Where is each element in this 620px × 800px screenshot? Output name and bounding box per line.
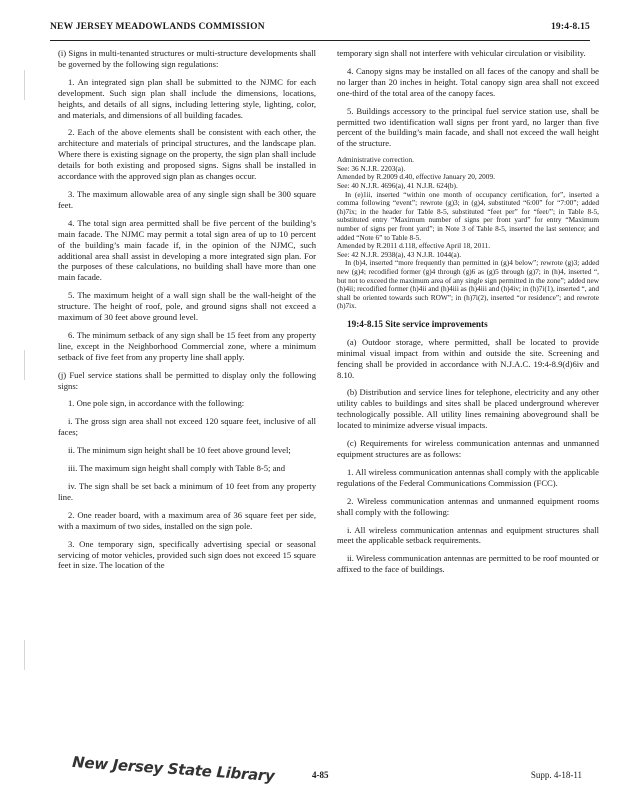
note-line: Administrative correction. [337,155,414,165]
paragraph: (c) Requirements for wireless communication antennas and unmanned equipment structures are as follows: [337,438,599,459]
note-line: See: 36 N.J.R. 2203(a). [337,163,406,173]
scan-artifact [24,640,33,670]
paragraph: 5. Buildings accessory to the principal fuel service station use, shall be permitted two identification wall signs per front yard, no larger than five percent of the building’s main facade, and shall not exceed the wall height of the structure. [337,105,599,149]
left-column [58,48,316,578]
header-divider [50,40,590,41]
running-header [50,22,590,38]
note-line: Amended by R.2011 d.118, effective April 18, 2011. [337,241,491,251]
history-notes [337,156,599,311]
note-line: Amended by R.2009 d.40, effective January 20, 2009. [337,172,495,182]
paragraph: ii. Wireless communication antennas are permitted to be roof mounted or affixed to the face of buildings. [337,553,599,575]
paragraph: 2. One reader board, with a maximum area of 36 square feet per side, with a maximum of two sides, installed on the sign pole. [58,509,316,531]
paragraph: 1. One pole sign, in accordance with the following: [68,398,245,409]
paragraph: 6. The minimum setback of any sign shall be 15 feet from any property line, except in the Neighborhood Commercial zone, where a minimum setback of five feet from any property line shall apply. [58,329,316,362]
page-footer [50,766,590,786]
paragraph: 2. Wireless communication antennas and unmanned equipment rooms shall comply with the following: [337,495,599,517]
paragraph: 3. One temporary sign, specifically advertising special or seasonal servicing of motor vehicles, provided such sign does not exceed 15 square feet in size. The location of the [58,538,316,571]
note-line: See: 42 N.J.R. 2938(a), 43 N.J.R. 1044(a). [337,249,462,259]
header-title: NEW JERSEY MEADOWLANDS COMMISSION [50,22,265,32]
paragraph: 1. All wireless communication antennas shall comply with the applicable regulations of the Federal Communications Commission (FCC). [337,466,599,488]
library-stamp: New Jersey State Library [71,752,276,786]
paragraph: iii. The maximum sign height shall comply with Table 8-5; and [68,463,285,474]
header-section-number: 19:4-8.15 [550,22,590,32]
paragraph: 4. The total sign area permitted shall be five percent of the building’s main facade. The NJMC may permit a total sign area of up to 10 percent of the building’s main facade if, in the opinion of the NJMC, such additional area shall assist in developing a more integrated sign plan. For the purposes of these calculations, no building shall have more than one main facade. [58,217,316,283]
paragraph: (i) Signs in multi-tenanted structures or multi-structure developments shall be governed by the following sign regulations: [58,48,316,69]
paragraph: (b) Distribution and service lines for telephone, electricity and any other utility cables to buildings and sites shall be placed underground wherever technologically possible. All utility lines remaining aboveground shall be located to minimize adverse visual impacts. [337,387,599,431]
paragraph: i. All wireless communication antennas and equipment structures shall meet the applicable setback requirements. [337,524,599,546]
paragraph: 1. An integrated sign plan shall be submitted to the NJMC for each development. Such sign plan shall include the dimensions, locations, heights, and details of all signs, including lettering style, lighting, color, and materials, and dimensions of all building facades. [58,76,316,120]
paragraph: ii. The minimum sign height shall be 10 feet above ground level; [68,445,291,456]
paragraph: iv. The sign shall be set back a minimum of 10 feet from any property line. [58,481,316,502]
paragraph: temporary sign shall not interfere with vehicular circulation or visibility. [337,48,586,58]
paragraph: i. The gross sign area shall not exceed 120 square feet, inclusive of all faces; [58,416,316,438]
note-line: In (e)1ii, inserted “within one month of occupancy certification, for”, inserted a comma following “event”; rewrote (g)3; in (g)4, substituted “6:00” for “7:00”; added (h)7ix; in the header for Table 8-5, substituted “feet per” for “feet/”; in Table 8-5, substituted entry “Maximum number of signs per front yard” for entry “Maximum number of signs per front yard”; in Note 3 of Table 8-5, inserted the last sentence; and added “Note 6” to Table 8-5. [337,189,599,242]
note-line: See: 40 N.J.R. 4696(a), 41 N.J.R. 624(b). [337,181,458,191]
paragraph: 5. The maximum height of a wall sign shall be the wall-height of the structure. The height of roof, pole, and ground signs shall not exceed a maximum of 30 feet above ground level. [58,290,316,323]
paragraph: (j) Fuel service stations shall be permitted to display only the following signs: [58,369,316,391]
paragraph: (a) Outdoor storage, where permitted, shall be located to provide minimal visual impact from within and outside the site. Screening and fencing shall be provided in accordance with N.J.A.C. 19:4-8.9(d)6iv and 8.10. [337,336,599,380]
supplement-date: Supp. 4-18-11 [530,770,582,780]
note-line: In (b)4, inserted “more frequently than permitted in (g)4 below”; rewrote (g)3; added new (g)4; recodified former (g)4 through (g)6 as (g)5 through (g)7; in (h)4, inserted “, but not to exceed the maximum area of any single sign permitted in the zone”; added new (h)4ii; recodified former (h)4ii and (h)4iii as (h)4iii and (h)4iv; in (h)7i(1), inserted “, and shall be oriented towards such ROW”; in (h)7i(2), inserted “or residence”; and rewrote (h)7ix. [337,258,599,311]
scan-artifact [24,350,33,380]
section-heading: 19:4-8.15 Site service improvements [347,318,488,329]
paragraph: 2. Each of the above elements shall be consistent with each other, the architecture and materials of principal structures, and the landscape plan. Where there is existing signage on the property, the sign plan shall include details for both existing and proposed signs. Signs shall be installed in accordance with the approved sign plan as changes occur. [58,127,316,182]
paragraph: 4. Canopy signs may be installed on all faces of the canopy and shall be no larger than 20 inches in height. Total canopy sign area shall not exceed one-third of the total area of the canopy faces. [337,65,599,98]
scan-artifact [24,70,33,100]
paragraph: 3. The maximum allowable area of any single sign shall be 300 square feet. [58,188,316,210]
page-number: 4-85 [312,770,329,780]
right-column [337,48,599,582]
